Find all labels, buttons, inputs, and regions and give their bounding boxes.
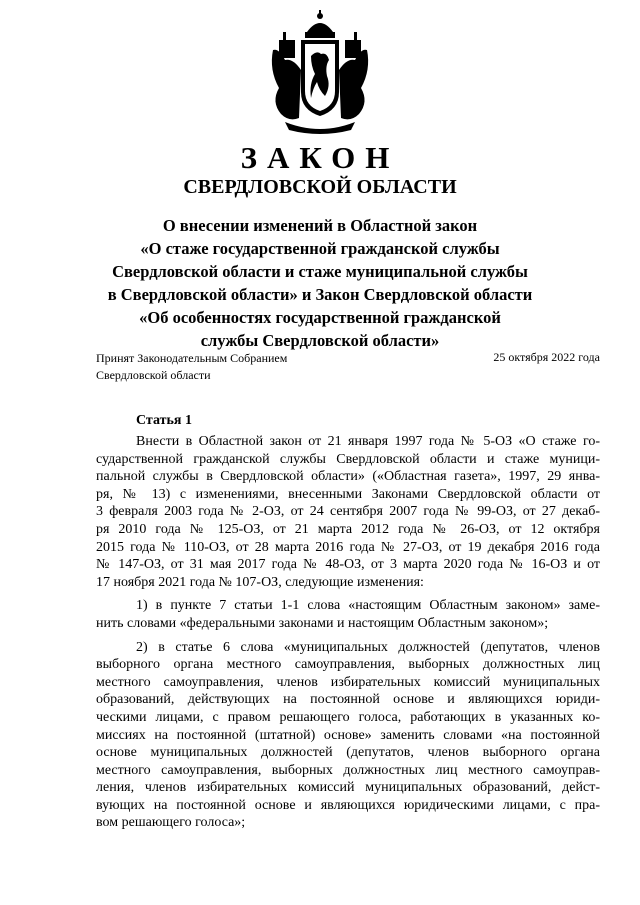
crown-icon [305, 10, 335, 38]
text-line: 2) в статье 6 слова «муниципальных должностей (депутатов, членов [136, 639, 600, 655]
heading-line: Свердловской области и стаже муниципальной службы [112, 262, 528, 281]
text-line: основе муниципальных должностей (депутатов, членов выборного органа [96, 745, 600, 761]
text-line: 17 ноября 2021 года № 107-ОЗ, следующие изменения: [96, 574, 424, 590]
item-2-paragraph [96, 639, 600, 833]
text-line: 2015 года № 110-ОЗ, от 28 марта 2016 года № 27-ОЗ, от 19 декабря 2016 года [96, 539, 600, 555]
text-line: местного самоуправления, членов избирательных комиссий муниципальных [96, 674, 600, 690]
text-line: выборного органа местного самоуправления, выборных должностных лиц [96, 657, 600, 673]
text-line: ческими лицами, с правом решающего голоса, работающих в указанных ко- [96, 709, 600, 725]
article-title: Статья 1 [136, 413, 192, 428]
text-line: ря, № 13) с изменениями, внесенными Законами Свердловской области от [96, 486, 600, 502]
text-line: нить словами «федеральными законами и настоящим Областным законом»; [96, 615, 549, 631]
region-title: СВЕРДЛОВСКОЙ ОБЛАСТИ [183, 176, 457, 198]
heading-line: службы Свердловской области» [200, 331, 440, 350]
adopted-by-line: Свердловской области [96, 368, 211, 382]
text-line: местного самоуправления, выборных должностных лиц местного самоуправ- [96, 762, 600, 778]
coat-of-arms-icon [265, 10, 375, 135]
heading-line: «Об особенностях государственной гражданской [139, 308, 501, 327]
text-line: 1) в пункте 7 статьи 1-1 слова «настоящим Областным законом» заме- [136, 598, 600, 614]
text-line: сударственной гражданской службы Свердловской области и стаже муници- [96, 451, 600, 467]
law-title: ЗАКОН [240, 140, 400, 175]
heading-line: «О стаже государственной гражданской службы [140, 239, 500, 258]
text-line: пальной службы в Свердловской области» («Областная газета», 1997, 29 янва- [96, 469, 600, 485]
law-heading [40, 214, 600, 352]
text-line: миссиях на постоянной (штатной) основе» заменить словами «на постоянной [96, 727, 600, 743]
text-line: образований, действующих на постоянной основе и являющихся юриди- [96, 692, 600, 708]
adoption-date: 25 октября 2022 года [493, 350, 600, 364]
article-body [96, 433, 600, 832]
text-line: ря 2010 года № 125-ОЗ, от 21 марта 2012 года № 26-ОЗ, от 12 октября [96, 521, 600, 537]
item-1-paragraph [96, 597, 600, 632]
adopted-by-line: Принят Законодательным Собранием [96, 351, 288, 365]
text-line: 3 февраля 2003 года № 2-ОЗ, от 24 сентября 2007 года № 99-ОЗ, от 27 декаб- [96, 504, 600, 520]
text-line: вующих на постоянной основе и являющихся юридическими лицами, с пра- [96, 797, 600, 813]
text-line: вом решающего голоса»; [96, 815, 246, 831]
text-line: № 147-ОЗ, от 31 мая 2017 года № 48-ОЗ, от 3 марта 2020 года № 16-ОЗ и от [96, 557, 600, 573]
text-line: Внести в Областной закон от 21 января 1997 года № 5-ОЗ «О стаже го- [136, 434, 600, 449]
text-line: ления, членов избирательных комиссий муниципальных образований, дейст- [96, 780, 600, 796]
intro-paragraph [96, 433, 600, 591]
heading-line: в Свердловской области» и Закон Свердловской области [107, 285, 533, 304]
adopted-by [96, 350, 287, 384]
heading-line: О внесении изменений в Областной закон [162, 216, 478, 235]
